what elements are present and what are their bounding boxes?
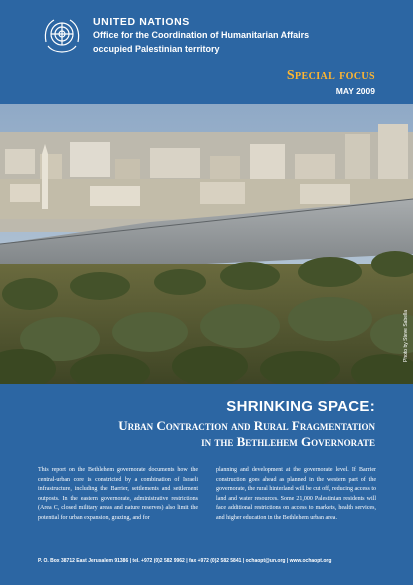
report-subtitle-line-2: in the Bethlehem Governorate — [201, 434, 375, 449]
issue-date: MAY 2009 — [335, 86, 375, 96]
org-name: UNITED NATIONS — [93, 16, 190, 28]
photo-credit: Photo by Steve Sabella — [403, 310, 409, 362]
special-focus-label: Special focus — [286, 68, 375, 83]
report-title: SHRINKING SPACE: — [226, 398, 375, 415]
un-emblem-icon — [38, 14, 86, 58]
report-subtitle-line-1: Urban Contraction and Rural Fragmentation — [118, 418, 375, 433]
contact-footer: P. O. Box 38712 East Jerusalem 91386 | tel. +972 (0)2 582 9962 | fax +972 (0)2 582 5841 | ochaopt@un.org | www.ochaopt.org — [38, 558, 332, 564]
body-column-left: This report on the Bethlehem governorate documents how the central-urban core is constricted by a combination of Israeli infrastructure, including the Barrier, settlements and settlement outposts. In the eastern governorate, administrative restrictions (Area C, closed military areas and nature reserves) also limit the potential for urban expansion, grazing, and for — [38, 467, 198, 521]
cover-photo — [0, 104, 413, 384]
territory-name: occupied Palestinian territory — [93, 44, 220, 54]
body-column-right: planning and development at the governorate level. If Barrier construction goes ahead as planned in the western part of the governorate, the rural hinterland will be cut off, reducing access to land and water resources. Some 21,000 Palestinian residents will face additional restrictions on access to markets, health services, and higher education in the Bethlehem urban area. — [216, 467, 376, 521]
office-name: Office for the Coordination of Humanitarian Affairs — [93, 30, 310, 40]
